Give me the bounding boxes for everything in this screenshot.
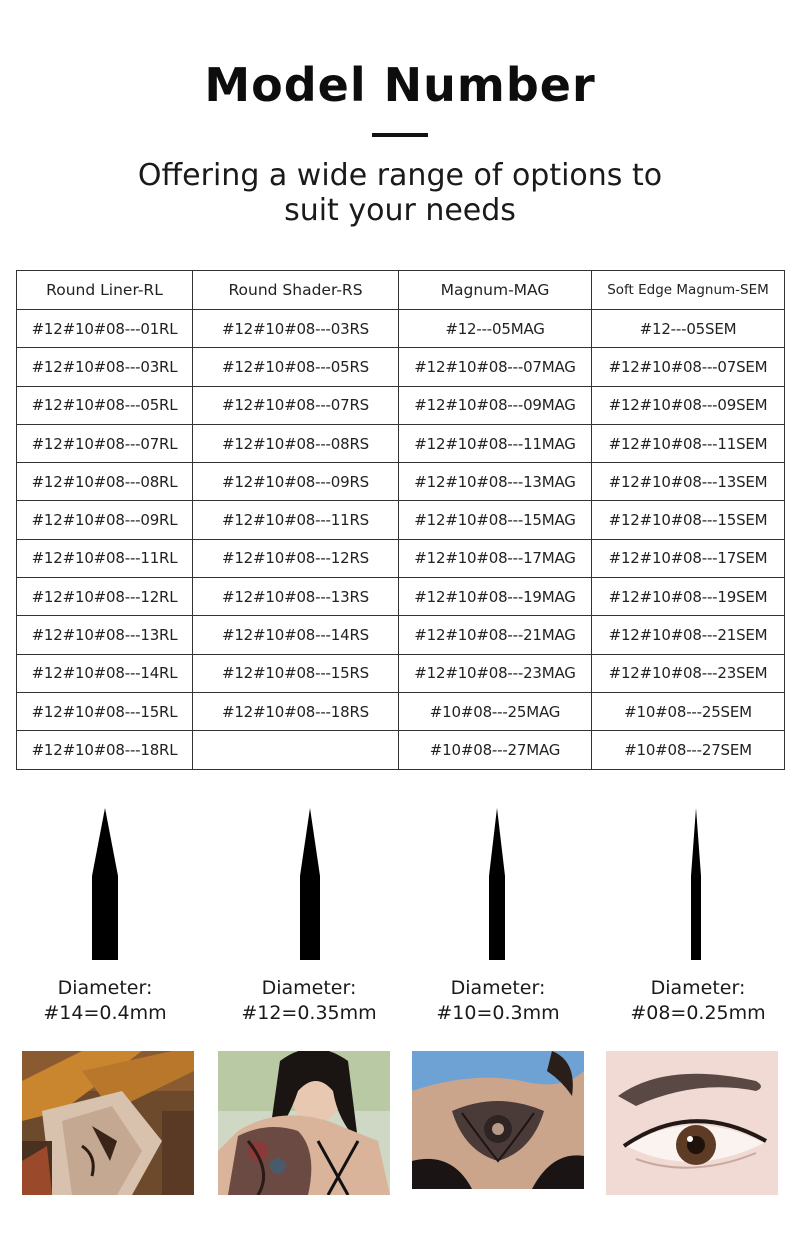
- needle-tip-10-icon: [485, 808, 509, 960]
- cell-round-liner: #12#10#08---05RL: [17, 386, 193, 424]
- cell-magnum: #12#10#08---19MAG: [399, 578, 592, 616]
- table-body: [17, 310, 785, 770]
- cell-soft-edge-magnum: #12#10#08---13SEM: [592, 463, 785, 501]
- diameter-label-14: [20, 976, 190, 1026]
- diameter-label-08: [613, 976, 783, 1026]
- cell-magnum: #12#10#08---07MAG: [399, 348, 592, 386]
- cell-round-liner: #12#10#08---18RL: [17, 731, 193, 769]
- cell-magnum: #12#10#08---13MAG: [399, 463, 592, 501]
- diameter-value: #10=0.3mm: [436, 1002, 560, 1024]
- cell-round-shader: #12#10#08---13RS: [193, 578, 399, 616]
- cell-magnum: #12#10#08---15MAG: [399, 501, 592, 539]
- needle-tip-08-icon: [685, 808, 707, 960]
- cell-soft-edge-magnum: #12#10#08---21SEM: [592, 616, 785, 654]
- cell-soft-edge-magnum: #12---05SEM: [592, 310, 785, 348]
- cell-round-liner: #12#10#08---12RL: [17, 578, 193, 616]
- cell-round-shader: #12#10#08---09RS: [193, 463, 399, 501]
- page-title: Model Number: [204, 58, 596, 112]
- table-row: [17, 654, 785, 692]
- diameter-caption: Diameter:: [261, 977, 357, 999]
- cell-soft-edge-magnum: #10#08---25SEM: [592, 692, 785, 730]
- cell-round-shader: #12#10#08---12RS: [193, 539, 399, 577]
- table-row: [17, 386, 785, 424]
- needle-tip-14-icon: [90, 808, 120, 960]
- table-row: [17, 463, 785, 501]
- cell-round-liner: #12#10#08---15RL: [17, 692, 193, 730]
- column-header-magnum: Magnum-MAG: [399, 271, 592, 310]
- cell-round-liner: #12#10#08---11RL: [17, 539, 193, 577]
- cell-magnum: #12---05MAG: [399, 310, 592, 348]
- cell-soft-edge-magnum: #12#10#08---09SEM: [592, 386, 785, 424]
- cell-soft-edge-magnum: #12#10#08---15SEM: [592, 501, 785, 539]
- subtitle-line-1: Offering a wide range of options to: [137, 158, 663, 193]
- cell-round-shader: #12#10#08---08RS: [193, 424, 399, 462]
- diameter-caption: Diameter:: [57, 977, 153, 999]
- cell-round-liner: #12#10#08---07RL: [17, 424, 193, 462]
- page-subtitle: [100, 158, 700, 228]
- table-row: [17, 578, 785, 616]
- column-header-soft-edge-magnum: Soft Edge Magnum-SEM: [592, 271, 785, 310]
- needle-tip-12-icon: [297, 808, 323, 960]
- table-row: [17, 731, 785, 769]
- cell-round-liner: #12#10#08---09RL: [17, 501, 193, 539]
- cell-soft-edge-magnum: #12#10#08---23SEM: [592, 654, 785, 692]
- cell-round-shader: #12#10#08---11RS: [193, 501, 399, 539]
- cell-round-shader: [193, 731, 399, 769]
- table-header-row: [17, 271, 785, 310]
- cell-soft-edge-magnum: #12#10#08---19SEM: [592, 578, 785, 616]
- diameter-value: #08=0.25mm: [630, 1002, 766, 1024]
- cell-round-liner: #12#10#08---08RL: [17, 463, 193, 501]
- cell-soft-edge-magnum: #12#10#08---17SEM: [592, 539, 785, 577]
- title-divider: [372, 133, 428, 137]
- cell-round-liner: #12#10#08---14RL: [17, 654, 193, 692]
- cell-magnum: #12#10#08---17MAG: [399, 539, 592, 577]
- cell-soft-edge-magnum: #12#10#08---11SEM: [592, 424, 785, 462]
- cell-round-liner: #12#10#08---13RL: [17, 616, 193, 654]
- cell-round-shader: #12#10#08---05RS: [193, 348, 399, 386]
- sample-photo-magnum-tattoo: [412, 1051, 584, 1189]
- sample-photo-shader-tattoo: [218, 1051, 390, 1195]
- table-row: [17, 692, 785, 730]
- cell-round-liner: #12#10#08---03RL: [17, 348, 193, 386]
- cell-round-shader: #12#10#08---15RS: [193, 654, 399, 692]
- cell-soft-edge-magnum: #12#10#08---07SEM: [592, 348, 785, 386]
- table-row: [17, 539, 785, 577]
- subtitle-line-2: suit your needs: [284, 193, 516, 228]
- table-row: [17, 616, 785, 654]
- table-row: [17, 501, 785, 539]
- diameter-caption: Diameter:: [450, 977, 546, 999]
- cell-round-shader: #12#10#08---18RS: [193, 692, 399, 730]
- column-header-round-liner: Round Liner-RL: [17, 271, 193, 310]
- sample-photo-line-tattoo: [22, 1051, 194, 1195]
- cell-round-shader: #12#10#08---07RS: [193, 386, 399, 424]
- model-number-table: [16, 270, 785, 770]
- cell-round-shader: #12#10#08---03RS: [193, 310, 399, 348]
- diameter-caption: Diameter:: [650, 977, 746, 999]
- cell-soft-edge-magnum: #10#08---27SEM: [592, 731, 785, 769]
- cell-magnum: #12#10#08---09MAG: [399, 386, 592, 424]
- cell-magnum: #10#08---27MAG: [399, 731, 592, 769]
- cell-magnum: #12#10#08---23MAG: [399, 654, 592, 692]
- cell-magnum: #12#10#08---11MAG: [399, 424, 592, 462]
- cell-magnum: #12#10#08---21MAG: [399, 616, 592, 654]
- column-header-round-shader: Round Shader-RS: [193, 271, 399, 310]
- diameter-label-10: [413, 976, 583, 1026]
- diameter-label-12: [224, 976, 394, 1026]
- table-row: [17, 424, 785, 462]
- sample-photo-eyebrow: [606, 1051, 778, 1195]
- cell-magnum: #10#08---25MAG: [399, 692, 592, 730]
- diameter-value: #12=0.35mm: [241, 1002, 377, 1024]
- diameter-value: #14=0.4mm: [43, 1002, 167, 1024]
- cell-round-shader: #12#10#08---14RS: [193, 616, 399, 654]
- cell-round-liner: #12#10#08---01RL: [17, 310, 193, 348]
- table-row: [17, 348, 785, 386]
- table-row: [17, 310, 785, 348]
